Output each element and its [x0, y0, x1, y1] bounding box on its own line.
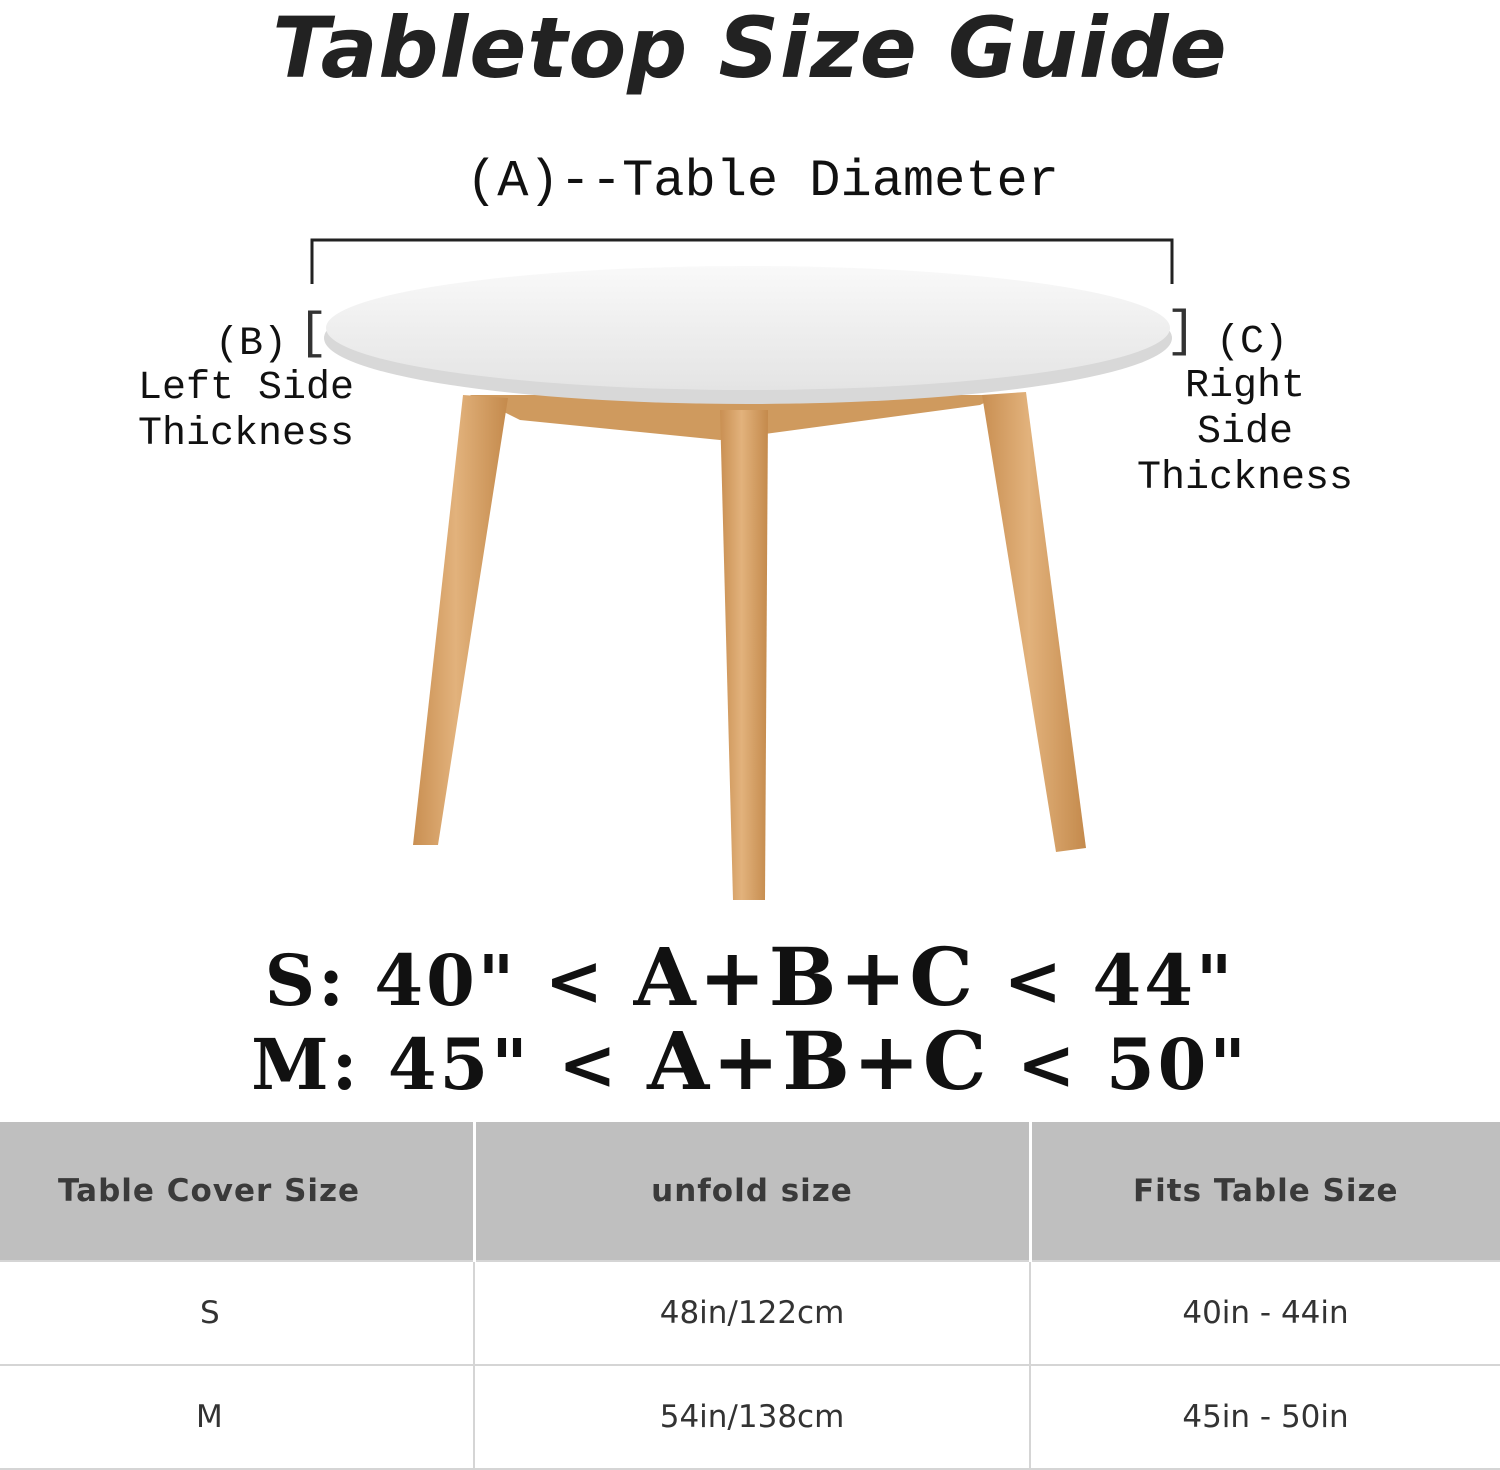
left-side-line-1: Left Side [138, 366, 355, 411]
table-row [0, 1365, 1500, 1469]
right-side-label [1130, 364, 1360, 502]
formula-low: 45" [387, 1023, 531, 1106]
formula-high: 50" [1105, 1023, 1249, 1106]
cell-fits-size: 45in - 50in [1030, 1365, 1500, 1469]
header-fits-table-size: Fits Table Size [1030, 1122, 1500, 1261]
formula-high: 44" [1092, 939, 1236, 1022]
formula-small: S: 40" < A+B+C < 44" [264, 930, 1236, 1024]
header-unfold-size: unfold size [474, 1122, 1030, 1261]
table-leg-right [982, 392, 1086, 852]
right-marker: (C) [1216, 320, 1289, 365]
cell-cover-size: S [0, 1261, 474, 1365]
table-row [0, 1261, 1500, 1365]
right-thickness-bracket: ] [1166, 304, 1197, 361]
diameter-label: (A)--Table Diameter [466, 152, 1059, 211]
formula-size: M: [251, 1023, 361, 1106]
cell-fits-size: 40in - 44in [1030, 1261, 1500, 1365]
cell-unfold-size: 54in/138cm [474, 1365, 1030, 1469]
left-side-label [138, 366, 354, 458]
left-marker: (B) [215, 322, 288, 367]
tabletop-surface [326, 266, 1170, 390]
table-leg-center [720, 410, 768, 900]
cell-cover-size: M [0, 1365, 474, 1469]
cell-unfold-size: 48in/122cm [474, 1261, 1030, 1365]
formula-size: S: [264, 939, 347, 1022]
formula-expr: A+B+C [647, 1014, 990, 1108]
formula-medium: M: 45" < A+B+C < 50" [251, 1014, 1249, 1108]
table-header-row [0, 1122, 1500, 1261]
size-table [0, 1122, 1500, 1470]
left-thickness-bracket: [ [298, 306, 329, 363]
page-title: Tabletop Size Guide [272, 0, 1228, 97]
right-side-line-2: Thickness [1136, 456, 1354, 501]
header-cover-size: Table Cover Size [0, 1122, 474, 1261]
right-side-line-1: Right Side [1184, 364, 1306, 455]
left-side-line-2: Thickness [138, 412, 355, 457]
formula-low: 40" [374, 939, 518, 1022]
formula-expr: A+B+C [633, 930, 977, 1024]
table-leg-left [413, 395, 508, 845]
